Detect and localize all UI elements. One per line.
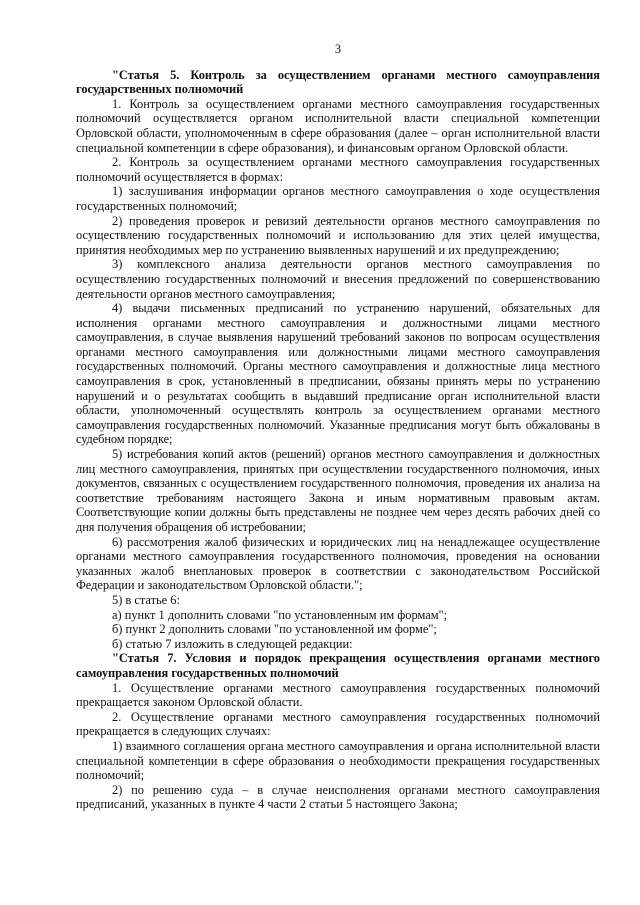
paragraph-5-2-item-1: 1) заслушивания информации органов местного самоуправления о ходе осуществления государственных полномочий; <box>76 184 600 213</box>
paragraph-7-1: 1. Осуществление органами местного самоуправления государственных полномочий прекращается законом Орловской области. <box>76 680 600 710</box>
amendment-5-intro: 5) в статье 6: <box>112 592 180 607</box>
paragraph-5-1: 1. Контроль за осуществлением органами местного самоуправления государственных полномочий осуществляется органом исполнительной власти специальной компетенции Орловской области, уполномоченным в сфере образования (далее – орган исполнительной власти специальной компетенции в сфере образования), и финансовым органом Орловской области. <box>76 96 600 155</box>
amendment-5-b: б) пункт 2 дополнить словами "по установленной им форме"; <box>112 622 437 637</box>
paragraph-5-2-item-6: 6) рассмотрения жалоб физических и юридических лиц на ненадлежащее осуществление органами местного самоуправления государственного полномочия, проведения на основании указанных жалоб внеплановых проверок в соответствии с законодательством Российской Федерации и законодательством Орловской области."; <box>76 534 600 593</box>
article-5-heading: "Статья 5. Контроль за осуществлением органами местного самоуправления государственных полномочий <box>76 67 600 97</box>
article-7-heading: "Статья 7. Условия и порядок прекращения осуществления органами местного самоуправления государственных полномочий <box>76 651 600 680</box>
amendment-5-a: а) пункт 1 дополнить словами "по установленным им формам"; <box>112 607 448 622</box>
paragraph-5-2-item-2: 2) проведения проверок и ревизий деятельности органов местного самоуправления по осуществлению государственных полномочий и использованию для этих целей имущества, принятия необходимых мер по устранению выявленных нарушений и их предупреждению; <box>76 213 600 257</box>
paragraph-7-2-item-2: 2) по решению суда – в случае неисполнения органами местного самоуправления предписаний, указанных в пункте 4 части 2 статьи 5 настоящего Закона; <box>76 782 600 812</box>
amendment-6-intro: б) статью 7 изложить в следующей редакции: <box>112 636 353 651</box>
paragraph-5-2-item-5: 5) истребования копий актов (решений) органов местного самоуправления и должностных лиц местного самоуправления, принятых при осуществлении государственного полномочия, иных документов, связанных с осуществлением государственного полномочия, проведения их анализа на соответствие требованиям настоящего Закона и иным нормативным правовым актам. Соответствующие копии должны быть представлены не позднее чем через десять рабочих дней со дня получения обращения об истребовании; <box>76 447 600 534</box>
paragraph-7-2: 2. Осуществление органами местного самоуправления государственных полномочий прекращается в следующих случаях: <box>76 709 600 739</box>
paragraph-5-2-item-3: 3) комплексного анализа деятельности органов местного самоуправления по осуществлению государственных полномочий и внесения предложений по совершенствованию деятельности органов местного самоуправления; <box>76 257 600 301</box>
paragraph-5-2: 2. Контроль за осуществлением органами местного самоуправления государственных полномочий осуществляется в формах: <box>76 155 600 184</box>
paragraph-5-2-item-4: 4) выдачи письменных предписаний по устранению нарушений, обязательных для исполнения органами местного самоуправления и должностными лицами местного самоуправления, в случае выявления нарушений требований законов по вопросам осуществления органами местного самоуправления или должностными лицами местного самоуправления государственных полномочий. Органы местного самоуправления и должностные лица местного самоуправления в срок, установленный в предписании, обязаны принять меры по устранению нарушений и о результатах сообщить в выдавший предписание орган исполнительной власти области, уполномоченный осуществлять контроль за осуществлением органами местного самоуправления государственных полномочий. Указанные предписания могут быть обжалованы в судебном порядке; <box>76 301 600 447</box>
paragraph-7-2-item-1: 1) взаимного соглашения органа местного самоуправления и органа исполнительной власти специальной компетенции в сфере образования о необходимости прекращения государственных полномочий; <box>76 738 600 783</box>
page-number: 3 <box>334 42 342 56</box>
